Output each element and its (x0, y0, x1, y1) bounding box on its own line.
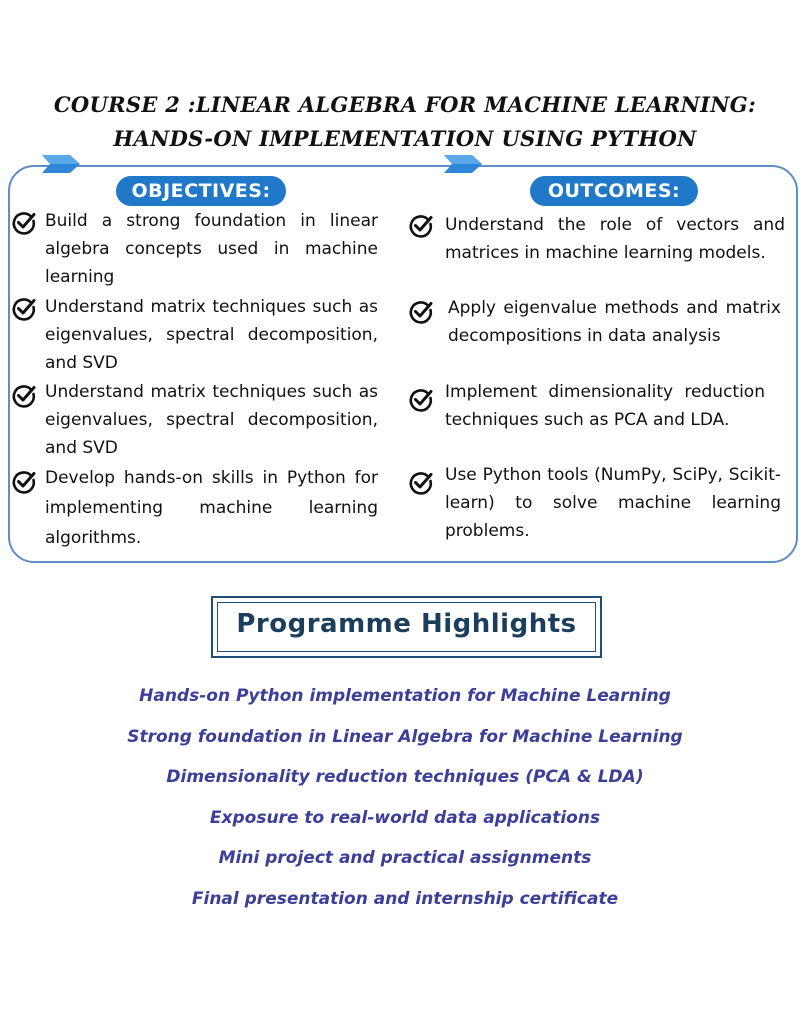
objective-item (45, 463, 378, 553)
check-circle-icon (11, 383, 37, 409)
outcome-item (445, 461, 781, 545)
outcome-text: Apply eigenvalue methods and matrix decompositions in data analysis (448, 298, 781, 346)
check-circle-icon (11, 296, 37, 322)
objective-item (45, 207, 378, 291)
outcome-text: Use Python tools (NumPy, SciPy, Scikit-learn) to solve machine learning problems. (445, 465, 781, 541)
highlights-list (0, 686, 810, 929)
outcome-text: Understand the role of vectors and matrices in machine learning models. (445, 215, 785, 263)
highlights-title: Programme Highlights (236, 609, 577, 639)
outcome-text: Implement dimensionality reduction techniques such as PCA and LDA. (445, 382, 765, 430)
highlight-item: Exposure to real-world data applications (209, 807, 601, 828)
outcomes-heading: OUTCOMES: (530, 176, 698, 206)
check-circle-icon (11, 469, 37, 495)
check-circle-icon (408, 299, 434, 325)
objective-text: Understand matrix techniques such as eigenvalues, spectral decomposition, and SVD (45, 297, 378, 373)
course-title-line-1: COURSE 2 :LINEAR ALGEBRA FOR MACHINE LEARNING: (53, 92, 757, 117)
highlight-item: Strong foundation in Linear Algebra for Machine Learning (127, 726, 683, 747)
highlight-item: Hands-on Python implementation for Machine Learning (139, 686, 671, 706)
check-circle-icon (11, 210, 37, 236)
outcome-item (448, 294, 781, 350)
check-circle-icon (408, 387, 434, 413)
check-circle-icon (408, 213, 434, 239)
chevron-arrow-icon (42, 155, 80, 173)
objective-text: Understand matrix techniques such as eigenvalues, spectral decomposition, and SVD (45, 382, 378, 458)
outcome-item (445, 211, 785, 267)
objective-text: Develop hands-on skills in Python for implementing machine learning algorithms. (45, 468, 378, 548)
highlight-item: Final presentation and internship certificate (191, 888, 619, 909)
highlight-item: Dimensionality reduction techniques (PCA & LDA) (166, 767, 644, 787)
chevron-arrow-icon (444, 155, 482, 173)
objective-item (45, 293, 378, 377)
objective-item (45, 378, 378, 462)
objectives-heading: OBJECTIVES: (116, 176, 286, 206)
highlights-title-frame (211, 596, 602, 658)
outcome-item (445, 378, 765, 434)
course-title-line-2: HANDS-ON IMPLEMENTATION USING PYTHON (113, 126, 697, 151)
highlight-item: Mini project and practical assignments (218, 848, 592, 868)
objective-text: Build a strong foundation in linear algebra concepts used in machine learning (45, 211, 378, 287)
check-circle-icon (408, 470, 434, 496)
